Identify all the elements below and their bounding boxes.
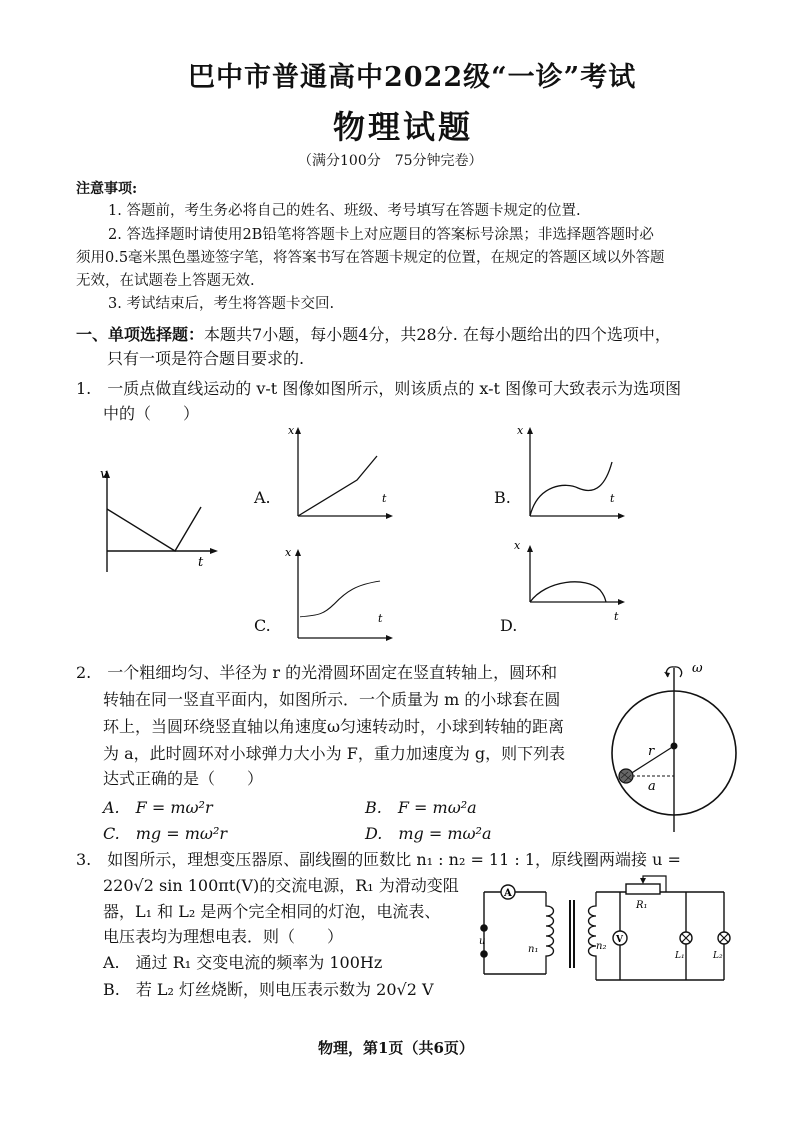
opt-d-x-label: x <box>514 539 521 552</box>
vt-y-label: v <box>100 467 108 482</box>
section-intro-2: 只有一项是符合题目要求的. <box>107 349 305 368</box>
opt-c-t-label: t <box>378 612 383 625</box>
q3-circuit-figure <box>476 876 734 988</box>
q2-option-c[interactable]: C. mg = mω²r <box>103 824 228 843</box>
q1-option-a-label[interactable]: A. <box>254 488 271 507</box>
page-title: 物理试题 <box>333 108 474 146</box>
n1-label: n₁ <box>528 944 539 955</box>
notice-line-5: 3. 考试结束后，考生将答题卡交回. <box>108 296 335 312</box>
q2-text-1: 2. 一个粗细均匀、半径为 r 的光滑圆环固定在竖直转轴上，圆环和 <box>76 663 558 682</box>
opt-b-t-label: t <box>610 492 615 505</box>
n2-label: n₂ <box>596 941 607 952</box>
q1-option-b-label[interactable]: B. <box>494 488 511 507</box>
section-title: 一、单项选择题： <box>76 325 205 344</box>
r1-label: R₁ <box>636 900 648 911</box>
voltmeter-label: V <box>616 935 623 945</box>
q1-text-1: 1. 一质点做直线运动的 v-t 图像如图所示，则该质点的 x-t 图像可大致表示为选项图 <box>76 379 682 398</box>
page-footer: 物理，第1页（共6页） <box>318 1039 474 1057</box>
notice-line-3: 须用0.5毫米黑色墨迹签字笔，将答案书写在答题卡规定的位置，在规定的答题区域以外答题 <box>76 250 665 266</box>
q3-text-4: 电压表均为理想电表．则（ ） <box>103 927 344 946</box>
notice-line-2: 2. 答选择题时请使用2B铅笔将答题卡上对应题目的答案标号涂黑；非选择题答题时必 <box>108 227 654 243</box>
q3-option-b[interactable]: B. 若 L₂ 灯丝烧断，则电压表示数为 20√2 V <box>103 980 434 999</box>
q2-option-d[interactable]: D. mg = mω²a <box>365 824 492 843</box>
q1-option-c-graph[interactable] <box>284 544 394 644</box>
q2-text-4: 为 a，此时圆环对小球弹力大小为 F，重力加速度为 g，则下列表 <box>103 744 566 763</box>
notice-line-4: 无效，在试题卷上答题无效. <box>76 273 255 289</box>
notice-line-1: 1. 答题前，考生务必将自己的姓名、班级、考号填写在答题卡规定的位置. <box>108 203 581 219</box>
radius-label: r <box>648 744 655 759</box>
q1-option-c-label[interactable]: C. <box>254 616 271 635</box>
exam-title: 巴中市普通高中2022级“一诊”考试 <box>188 62 637 93</box>
section-heading <box>76 322 671 345</box>
distance-label: a <box>648 779 656 794</box>
q2-text-2: 转轴在同一竖直平面内，如图所示．一个质量为 m 的小球套在圆 <box>103 690 561 709</box>
opt-d-t-label: t <box>614 610 619 623</box>
q2-option-a[interactable]: A. F = mω²r <box>103 798 213 817</box>
ammeter-label: A <box>504 888 512 899</box>
q2-text-5: 达式正确的是（ ） <box>103 769 264 788</box>
l2-label: L₂ <box>713 951 723 961</box>
q1-option-d-label[interactable]: D. <box>500 616 518 635</box>
q2-option-b[interactable]: B. F = mω²a <box>365 798 477 817</box>
l1-label: L₁ <box>675 951 685 961</box>
q3-text-3: 器，L₁ 和 L₂ 是两个完全相同的灯泡，电流表、 <box>103 902 441 921</box>
q1-vt-graph <box>95 462 220 582</box>
q1-option-a-graph[interactable] <box>284 422 394 522</box>
q1-option-b-graph[interactable] <box>516 422 626 522</box>
q2-text-3: 环上，当圆环绕竖直轴以角速度ω匀速转动时，小球到转轴的距离 <box>103 717 565 736</box>
omega-label: ω <box>692 661 703 676</box>
opt-b-x-label: x <box>517 424 524 437</box>
opt-a-t-label: t <box>382 492 387 505</box>
q1-text-2: 中的（ ） <box>103 404 200 423</box>
opt-a-x-label: x <box>288 424 295 437</box>
vt-x-label: t <box>198 555 204 570</box>
notice-heading: 注意事项: <box>76 181 138 197</box>
q1-option-d-graph[interactable] <box>516 540 626 640</box>
q3-option-a[interactable]: A. 通过 R₁ 交变电流的频率为 100Hz <box>103 953 383 972</box>
opt-c-x-label: x <box>285 546 292 559</box>
score-time-note: （满分100分 75分钟完卷） <box>298 153 483 169</box>
section-intro: 本题共7小题，每小题4分，共28分. 在每小题给出的四个选项中， <box>204 325 671 344</box>
q3-text-2: 220√2 sin 100πt(V)的交流电源，R₁ 为滑动变阻 <box>103 876 459 895</box>
source-label: u <box>479 936 486 947</box>
q3-text-1: 3. 如图所示，理想变压器原、副线圈的匝数比 n₁ : n₂ = 11 : 1，原线圈两端接 u = <box>76 850 681 869</box>
q2-ring-figure <box>606 660 746 835</box>
